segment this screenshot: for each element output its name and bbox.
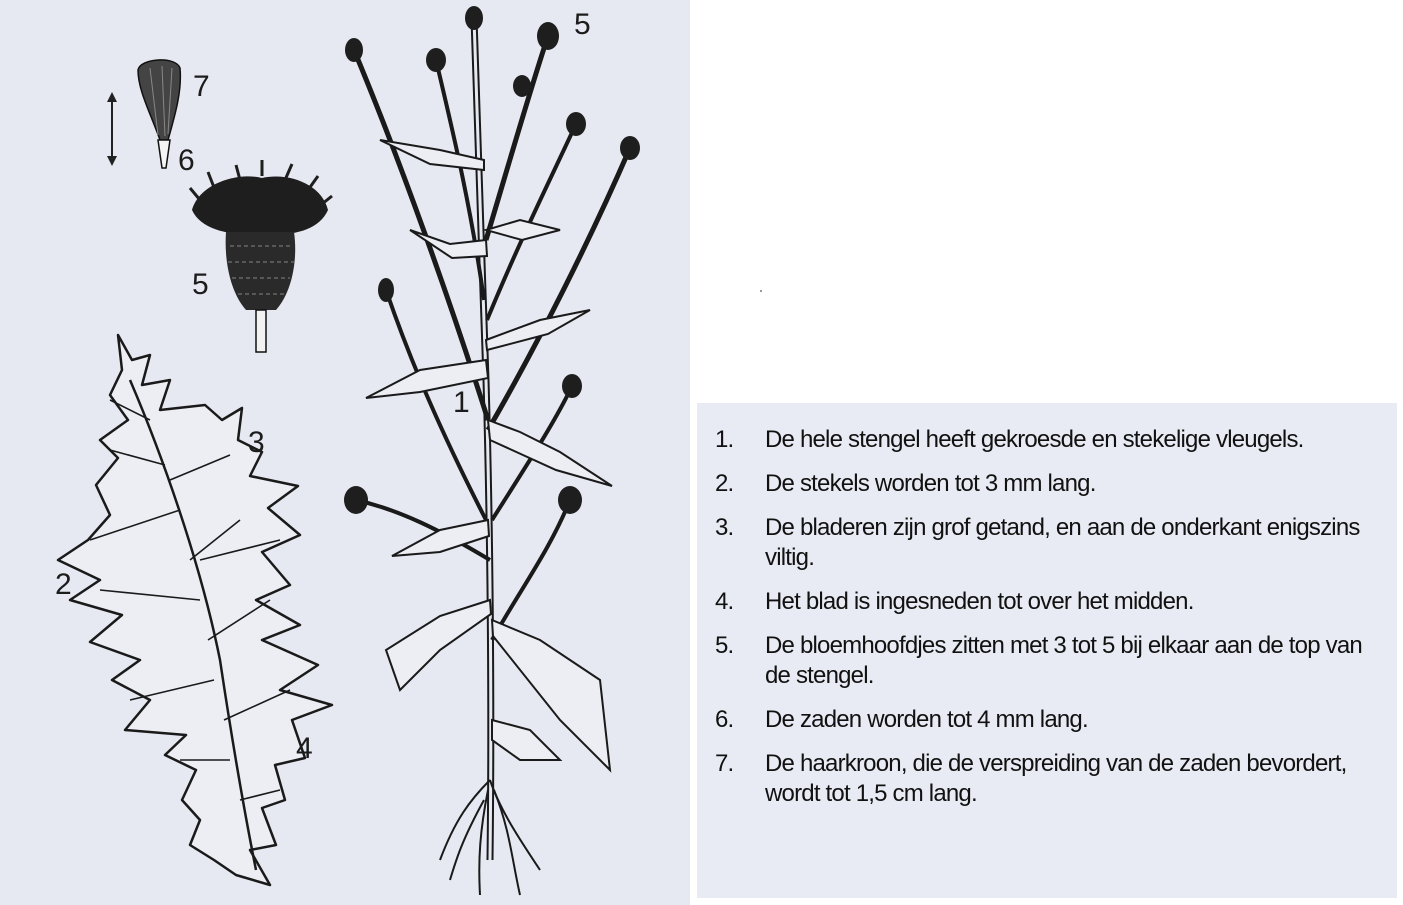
- speck: [760, 290, 762, 292]
- legend-item-4: [715, 587, 1385, 617]
- callout-7: 7: [193, 70, 210, 103]
- legend-text: De haarkroon, die de verspreiding van de zaden bevordert, wordt tot 1,5 cm lang.: [765, 750, 1347, 807]
- legend-text: Het blad is ingesneden tot over het midden.: [765, 588, 1194, 615]
- legend-item-2: [715, 469, 1385, 499]
- legend-item-6: [715, 705, 1385, 735]
- legend-panel: [697, 403, 1397, 898]
- legend-item-5: [715, 631, 1385, 691]
- legend-item-1: [715, 425, 1385, 455]
- callout-5-plant: 5: [574, 8, 591, 41]
- scale-arrow-icon: [107, 92, 117, 166]
- legend-list: [715, 425, 1385, 823]
- plant-illustration: [344, 6, 640, 895]
- illustration-panel: [0, 0, 690, 905]
- callout-6: 6: [178, 144, 195, 177]
- legend-number: 7.: [715, 750, 734, 777]
- legend-text: De hele stengel heeft gekroesde en stekelige vleugels.: [765, 426, 1304, 453]
- legend-number: 6.: [715, 706, 734, 733]
- legend-text: De bloemhoofdjes zitten met 3 tot 5 bij elkaar aan de top van de stengel.: [765, 632, 1362, 689]
- callout-5-head: 5: [192, 268, 209, 301]
- callout-4: 4: [296, 732, 313, 765]
- legend-item-7: [715, 749, 1385, 809]
- callout-1: 1: [453, 386, 470, 419]
- legend-number: 3.: [715, 514, 734, 541]
- legend-number: 1.: [715, 426, 734, 453]
- legend-number: 2.: [715, 470, 734, 497]
- seed-illustration: [138, 60, 180, 168]
- legend-text: De zaden worden tot 4 mm lang.: [765, 706, 1088, 733]
- legend-text: De stekels worden tot 3 mm lang.: [765, 470, 1096, 497]
- callout-2: 2: [55, 568, 72, 601]
- callout-3: 3: [248, 426, 265, 459]
- thistle-drawing: [0, 0, 690, 905]
- legend-number: 5.: [715, 632, 734, 659]
- flower-head-illustration: [190, 160, 332, 352]
- legend-number: 4.: [715, 588, 734, 615]
- leaf-illustration: [58, 335, 332, 885]
- legend-text: De bladeren zijn grof getand, en aan de onderkant enigszins viltig.: [765, 514, 1360, 571]
- legend-item-3: [715, 513, 1385, 573]
